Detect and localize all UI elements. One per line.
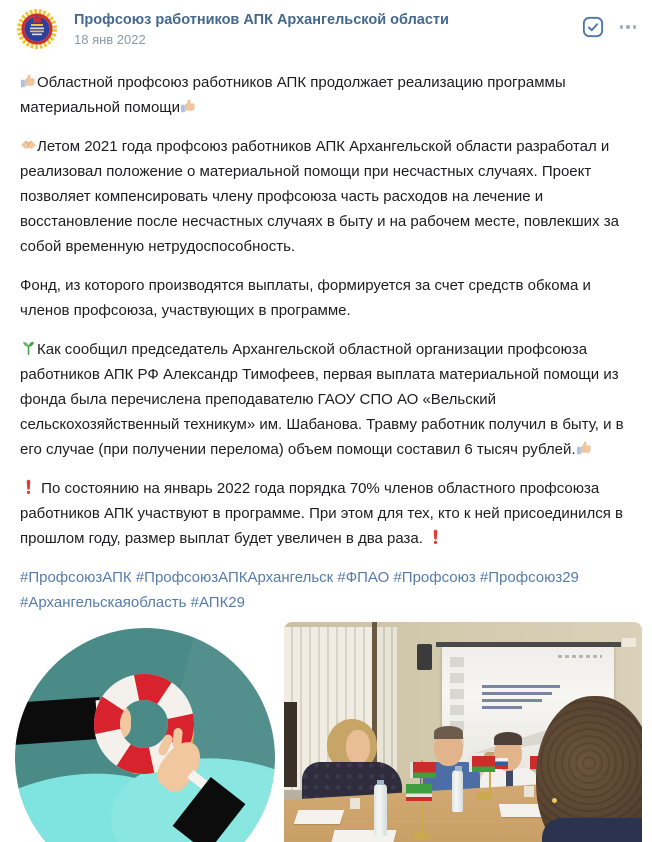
slide-text-line [482,692,552,695]
meeting-room-scene [284,622,642,842]
person-edge [284,702,297,787]
post-paragraph: Областной профсоюз работников АПК продолжает реализацию программы материальной помощи [20,74,566,116]
checkbox-checked-icon[interactable] [582,16,604,38]
post-attachments [10,622,642,842]
post-paragraph: Как сообщил председатель Архангельской областной организации профсоюза работников АПК РФ Александр Тимофеев, первая выплата материальной помощи из фонда была перечислена преподавателю ГАОУ СПО АО «Вельский сельскохозяйственный техникум» им. Шабанова. Травму работник получил в быту, и в его случае (при получении перелома) объем помощи составил 6 тысяч рублей. [20,341,624,458]
hair [494,732,522,745]
earring [552,798,557,803]
hashtag-link[interactable]: #Архангельскаяобласть [20,594,187,611]
thumbs-up-emoji-icon [180,97,197,114]
union-emblem-logo [16,8,58,50]
post-image-meeting-photo[interactable] [284,622,642,842]
table-flags-pair [469,754,509,800]
glass [524,786,534,797]
wall-vent [622,638,636,647]
header-actions [582,8,639,38]
more-options-icon[interactable] [618,19,639,35]
thumbs-up-emoji-icon [20,72,37,89]
post-paragraph: Летом 2021 года профсоюз работников АПК Архангельской области разработал и реализовал положение о материальной помощи при несчастных случаях. Проект позволяет компенсировать члену профсоюза часть расходов на лечение и восстановление после несчастных случаях в быту и на рабочем месте, повлекших за собой временную нетрудоспособность. [20,138,619,255]
community-name-link[interactable]: Профсоюз работников АПК Архангельской области [74,12,449,28]
post-paragraph: Фонд, из которого производятся выплаты, формируется за счет средств обкома и членов профсоюза, участвующих в программе. [20,277,591,319]
thumbs-up-emoji-icon [576,439,593,456]
post-content [0,50,652,615]
table-flags-belarus [406,760,436,840]
header-meta [74,8,582,47]
post-text [20,70,632,551]
post-paragraph: По состоянию на январь 2022 года порядка 70% членов областного профсоюза работников АПК участвуют в программе. При этом для тех, кто к ней присоединился в прошлом году, размер выплат будет увеличен в два раза. [20,480,623,547]
hair [434,726,463,739]
hashtag-link[interactable]: #Профсоюз29 [479,569,579,586]
slide-text-line [482,706,522,709]
hashtag-list [20,565,632,615]
hashtag-link[interactable]: #ПрофсоюзАПК [20,569,132,586]
exclamation-red-emoji-icon [427,528,444,545]
water-bottle [452,770,463,812]
post-header [0,0,652,50]
hashtag-link[interactable]: #ПрофсоюзАПКАрхангельск [135,569,334,586]
glass [350,798,360,809]
post-date[interactable]: 18 янв 2022 [74,32,146,47]
seedling-emoji-icon [20,339,37,356]
hashtag-link[interactable]: #ФПАО [337,569,390,586]
paper [294,810,345,824]
community-avatar[interactable] [16,8,58,50]
arm-giving [15,697,102,745]
wall-speaker [417,644,432,670]
sea-circle-graphic [15,628,275,842]
exclamation-red-emoji-icon [20,478,37,495]
hashtag-link[interactable]: #Профсоюз [393,569,476,586]
slide-text-line [482,699,542,702]
slide-toolbar [558,655,602,658]
foreground-woman-shoulder [542,818,642,842]
water-bottle [374,784,387,836]
handshake-emoji-icon [20,136,37,153]
face [346,730,370,764]
slide-text-line [482,685,560,688]
hashtag-link[interactable]: #АПК29 [190,594,245,611]
post-image-lifebuoy[interactable] [10,622,278,842]
